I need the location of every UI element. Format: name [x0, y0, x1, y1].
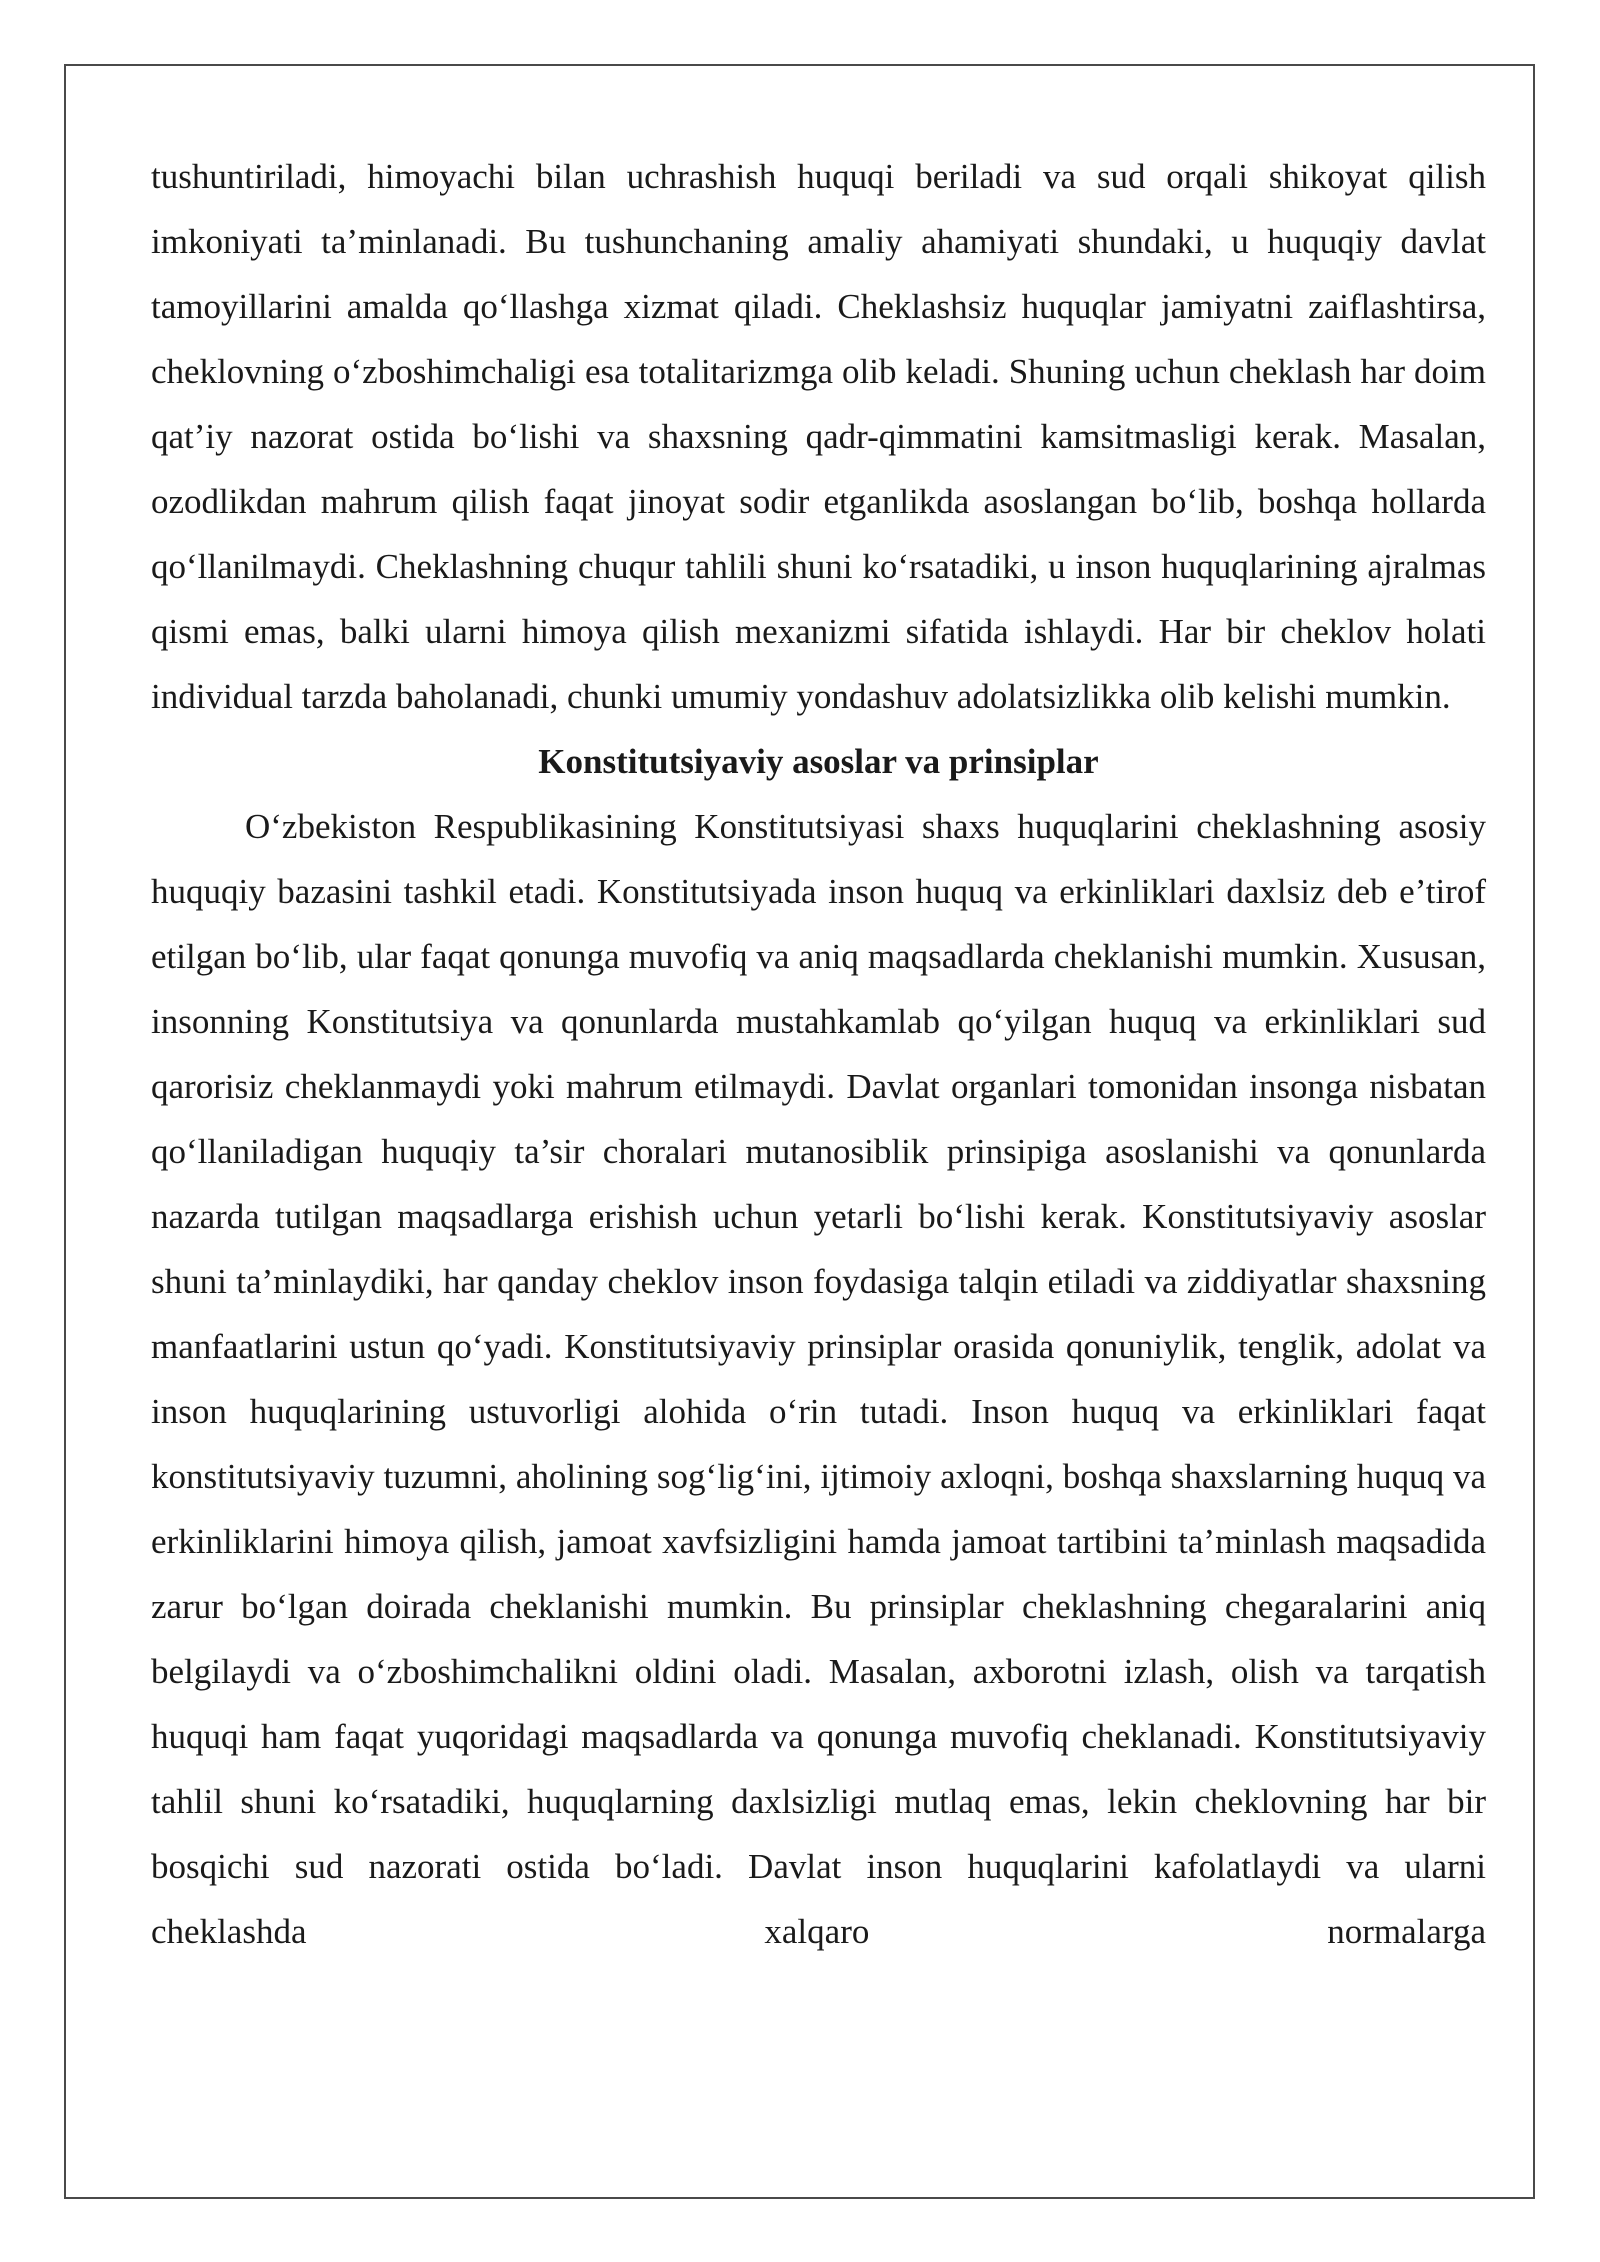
section-heading: Konstitutsiyaviy asoslar va prinsiplar — [538, 742, 1099, 781]
paragraph-constitutional-basis: O‘zbekiston Respublikasining Konstitutsiyasi shaxs huquqlarini cheklashning asosiy huquqiy bazasini tashkil etadi. Konstitutsiyada inson huquq va erkinliklari daxlsiz deb e’tirof etilgan bo‘lib, ular faqat qonunga muvofiq va aniq maqsadlarda cheklanishi mumkin. Xususan, insonning Konstitutsiya va qonunlarda mustahkamlab qo‘yilgan huquq va erkinliklari sud qarorisiz cheklanmaydi yoki mahrum etilmaydi. Davlat organlari tomonidan insonga nisbatan qo‘llaniladigan huquqiy ta’sir choralari mutanosiblik prinsipiga asoslanishi va qonunlarda nazarda tutilgan maqsadlarga erishish uchun yetarli bo‘lishi kerak. Konstitutsiyaviy asoslar shuni ta’minlaydiki, har qanday cheklov inson foydasiga talqin etiladi va ziddiyatlar shaxsning manfaatlarini ustun qo‘yadi. Konstitutsiyaviy prinsiplar orasida qonuniylik, tenglik, adolat va inson huquqlarining ustuvorligi alohida o‘rin tutadi. Inson huquq va erkinliklari faqat konstitutsiyaviy tuzumni, aholining sog‘lig‘ini, ijtimoiy axloqni, boshqa shaxslarning huquq va erkinliklarini himoya qilish, jamoat xavfsizligini hamda jamoat tartibini ta’minlash maqsadida zarur bo‘lgan doirada cheklanishi mumkin. Bu prinsiplar cheklashning chegaralarini aniq belgilaydi va o‘zboshimchalikni oldini oladi. Masalan, axborotni izlash, olish va tarqatish huquqi ham faqat yuqoridagi maqsadlarda va qonunga muvofiq cheklanadi. Konstitutsiyaviy tahlil shuni ko‘rsatadiki, huquqlarning daxlsizligi mutlaq emas, lekin cheklovning har bir bosqichi sud nazorati ostida bo‘ladi. Davlat inson huquqlarini kafolatlaydi va ularni cheklashda xalqaro normalarga — [151, 807, 1486, 1951]
document-body — [151, 144, 1486, 1964]
paragraph-continued: tushuntiriladi, himoyachi bilan uchrashish huquqi beriladi va sud orqali shikoyat qilish imkoniyati ta’minlanadi. Bu tushunchaning amaliy ahamiyati shundaki, u huquqiy davlat tamoyillarini amalda qo‘llashga xizmat qiladi. Cheklashsiz huquqlar jamiyatni zaiflashtirsa, cheklovning o‘zboshimchaligi esa totalitarizmga olib keladi. Shuning uchun cheklash har doim qat’iy nazorat ostida bo‘lishi va shaxsning qadr-qimmatini kamsitmasligi kerak. Masalan, ozodlikdan mahrum qilish faqat jinoyat sodir etganlikda asoslangan bo‘lib, boshqa hollarda qo‘llanilmaydi. Cheklashning chuqur tahlili shuni ko‘rsatadiki, u inson huquqlarining ajralmas qismi emas, balki ularni himoya qilish mexanizmi sifatida ishlaydi. Har bir cheklov holati individual tarzda baholanadi, chunki umumiy yondashuv adolatsizlikka olib kelishi mumkin. — [151, 157, 1486, 716]
